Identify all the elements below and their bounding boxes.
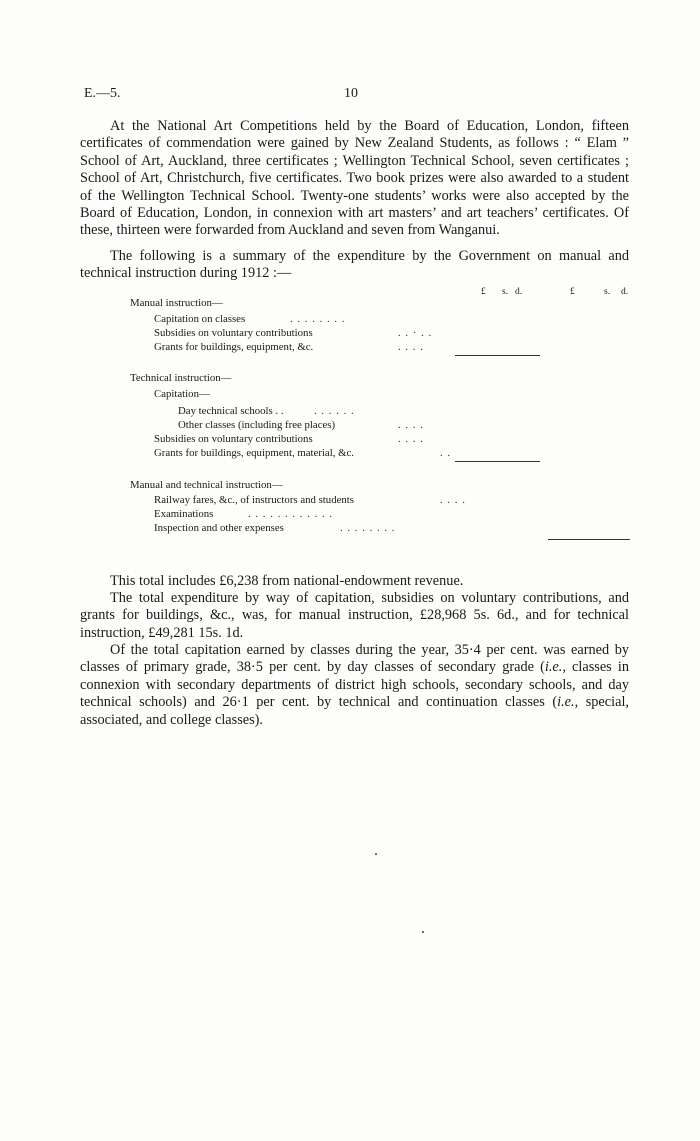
ie-abbreviation: i.e. — [557, 694, 575, 711]
scan-speck — [422, 931, 424, 933]
leader-dots: . . . . . . . . — [290, 313, 346, 325]
paragraph-endowment-note: This total includes £6,238 from national-endowment revenue. — [110, 573, 464, 589]
section-heading: Manual and technical instruction— — [130, 479, 283, 491]
row-label: Grants for buildings, equipment, &c. — [154, 341, 314, 353]
page-number: 10 — [344, 86, 358, 101]
leader-dots: . . . . . . — [314, 405, 355, 417]
capitation-text-a: Of the total capitation earned by classes during the year, 35·4 per cent. was earned by classes of primary grade, 38·5 per cent. by day classes of secondary grade ( — [80, 642, 629, 676]
leader-dots: . . · . . — [398, 327, 433, 339]
leader-dots: . . . . . . . . — [340, 522, 396, 534]
col-header-shillings-1: s. — [502, 287, 509, 297]
total-rule — [548, 539, 630, 540]
row-label: Capitation on classes — [154, 313, 246, 325]
document-reference: E.—5. — [84, 86, 121, 101]
leader-dots: . . . . — [398, 419, 424, 431]
row-label: Grants for buildings, equipment, material, &c. — [154, 447, 354, 459]
row-label: Inspection and other expenses — [154, 522, 284, 534]
paragraph-summary-intro: The following is a summary of the expenditure by the Government on manual and technical instruction during 1912 :— — [80, 248, 629, 282]
section-heading: Technical instruction— — [130, 372, 232, 384]
leader-dots: . . . . — [398, 341, 424, 353]
row-label: Examinations — [154, 508, 214, 520]
paragraph-art-competitions: At the National Art Competitions held by the Board of Education, London, fifteen certificates of commendation were gained by New Zealand Students, as follows : “ Elam ” School of Art, Auckland, three certificates ; Wellington Technical School, seven certificates ; School of Art, Christchurch, five certificates. Two book prizes were also awarded to a student of the Wellington Technical School. Twenty-one students’ works were also accepted by the Board of Education, London, in connexion with art masters’ and art teachers’ certificates. Of these, thirteen were forwarded from Auckland and seven from Wanganui. — [80, 118, 629, 239]
col-header-pounds-1: £ — [481, 287, 486, 297]
scan-speck — [375, 853, 377, 855]
col-header-pounds-2: £ — [570, 287, 575, 297]
paragraph-total-expenditure: The total expenditure by way of capitation, subsidies on voluntary contributions, and grants for buildings, &c., was, for manual instruction, £28,968 5s. 6d., and for technical instruction, £49,281 15s. 1d. — [80, 590, 629, 641]
row-label: Subsidies on voluntary contributions — [154, 433, 313, 445]
leader-dots: . . — [440, 447, 452, 459]
subsection-heading: Capitation— — [154, 388, 210, 400]
row-label: Day technical schools . . — [178, 405, 284, 417]
capitation-text-c: , special, associated, and college classes). — [80, 694, 629, 728]
paragraph-capitation-shares — [80, 642, 629, 729]
row-label: Subsidies on voluntary contributions — [154, 327, 313, 339]
col-header-pence-1: d. — [515, 287, 523, 297]
row-label: Railway fares, &c., of instructors and students — [154, 494, 354, 506]
col-header-pence-2: d. — [621, 287, 629, 297]
row-label: Other classes (including free places) — [178, 419, 336, 431]
ie-abbreviation: i.e. — [544, 659, 563, 676]
subtotal-rule — [455, 461, 540, 462]
leader-dots: . . . . — [398, 433, 424, 445]
section-heading: Manual instruction— — [130, 297, 223, 309]
leader-dots: . . . . . . . . . . . . — [248, 508, 334, 520]
capitation-text-b: , classes in connexion with secondary departments of district high schools, secondary schools, and day technical schools) and 26·1 per cent. by technical and continuation classes ( — [80, 659, 629, 711]
leader-dots: . . . . — [440, 494, 466, 506]
subtotal-rule — [455, 355, 540, 356]
col-header-shillings-2: s. — [604, 287, 611, 297]
